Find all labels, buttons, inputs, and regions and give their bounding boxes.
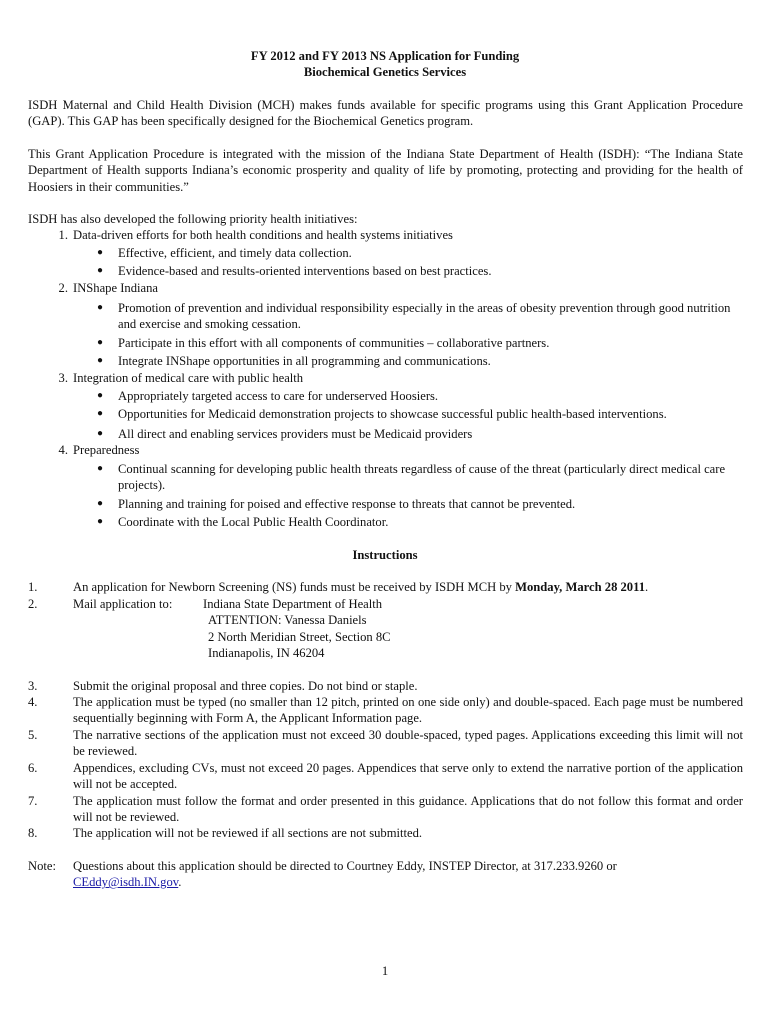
instruction-number: 8.: [28, 826, 38, 840]
bullet-icon: ●: [97, 390, 104, 401]
page-number: 1: [381, 964, 389, 978]
deadline-date: Monday, March 28 2011: [515, 580, 646, 594]
mail-address-line: Indiana State Department of Health: [203, 597, 383, 611]
bullet-icon: ●: [97, 247, 104, 258]
instruction-item: Submit the original proposal and three copies. Do not bind or staple.: [73, 679, 418, 693]
priority-bullet: Integrate INShape opportunities in all programming and communications.: [118, 354, 491, 368]
document-subtitle: Biochemical Genetics Services: [303, 65, 467, 79]
instruction-text: An application for Newborn Screening (NS) funds must be received by ISDH MCH by: [73, 580, 516, 594]
contact-email-link[interactable]: CEddy@isdh.IN.gov: [73, 875, 179, 890]
priority-bullet: All direct and enabling services providers must be Medicaid providers: [118, 427, 473, 441]
priority-number: 3.: [58, 371, 68, 385]
intro-paragraph-2: This Grant Application Procedure is integrated with the mission of the Indiana State Department of Health (ISDH): “The Indiana State Department of Health supports Indiana’s economic prosperity and quality of life by promoting, protecting and providing for the health of Hoosiers in their communities.”: [28, 147, 743, 194]
mail-address-line: Indianapolis, IN 46204: [208, 646, 325, 660]
bullet-icon: ●: [97, 408, 104, 419]
intro-paragraph-1: ISDH Maternal and Child Health Division (MCH) makes funds available for specific programs using this Grant Application Procedure (GAP). This GAP has been specifically designed for the Biochemical Genetics program.: [28, 98, 743, 129]
bullet-icon: ●: [97, 516, 104, 527]
priority-bullet: Appropriately targeted access to care for underserved Hoosiers.: [118, 389, 439, 403]
mail-address-line: ATTENTION: Vanessa Daniels: [208, 613, 367, 627]
priority-number: 1.: [58, 228, 68, 242]
priority-bullet: Coordinate with the Local Public Health Coordinator.: [118, 515, 389, 529]
instruction-number: 7.: [28, 794, 38, 808]
bullet-icon: ●: [97, 265, 104, 276]
bullet-icon: ●: [97, 302, 104, 313]
instructions-heading: Instructions: [352, 548, 418, 562]
instruction-number: 5.: [28, 728, 38, 742]
bullet-icon: ●: [97, 463, 104, 474]
mail-address-line: 2 North Meridian Street, Section 8C: [208, 630, 391, 644]
priority-bullet: Evidence-based and results-oriented interventions based on best practices.: [118, 264, 492, 278]
priority-bullet: Continual scanning for developing public health threats regardless of cause of the threat (particularly direct medical care projects).: [118, 462, 726, 493]
note-text: [73, 858, 743, 891]
instruction-number: 6.: [28, 761, 38, 775]
priority-title: Preparedness: [73, 443, 140, 457]
instruction-item: The application must be typed (no smaller than 12 pitch, printed on one side only) and double-spaced. Each page must be numbered sequentially beginning with Form A, the Applicant Information page.: [73, 695, 743, 726]
instruction-number: 2.: [28, 597, 38, 611]
instruction-item: Appendices, excluding CVs, must not exceed 20 pages. Appendices that serve only to extend the narrative portion of the application will not be accepted.: [73, 761, 743, 792]
instruction-text-end: .: [645, 580, 649, 594]
priority-bullet: Promotion of prevention and individual responsibility especially in the areas of obesity prevention through good nutrition and exercise and smoking cessation.: [118, 301, 731, 332]
bullet-icon: ●: [97, 355, 104, 366]
priority-bullet: Opportunities for Medicaid demonstration projects to showcase successful public health-based interventions.: [118, 407, 667, 421]
priorities-lead: ISDH has also developed the following priority health initiatives:: [28, 212, 358, 226]
priority-bullet: Effective, efficient, and timely data collection.: [118, 246, 352, 260]
instruction-number: 3.: [28, 679, 38, 693]
instruction-item: The narrative sections of the application must not exceed 30 double-spaced, typed pages. Applications exceeding this limit will not be reviewed.: [73, 728, 743, 759]
bullet-icon: ●: [97, 498, 104, 509]
instruction-item: The application will not be reviewed if all sections are not submitted.: [73, 826, 423, 840]
instruction-number: 4.: [28, 695, 38, 709]
instruction-item: [73, 579, 743, 595]
note-trailing: .: [178, 875, 182, 890]
priority-title: Data-driven efforts for both health conditions and health systems initiatives: [73, 228, 453, 242]
instruction-number: 1.: [28, 580, 38, 594]
mail-label: Mail application to:: [73, 597, 173, 611]
priority-number: 2.: [58, 281, 68, 295]
document-title: FY 2012 and FY 2013 NS Application for Funding: [250, 49, 520, 63]
priority-title: INShape Indiana: [73, 281, 158, 295]
note-body: Questions about this application should be directed to Courtney Eddy, INSTEP Director, at 317.233.9260 or: [73, 859, 617, 873]
note-label: Note:: [28, 859, 56, 873]
bullet-icon: ●: [97, 428, 104, 439]
priority-title: Integration of medical care with public health: [73, 371, 304, 385]
priority-number: 4.: [58, 443, 68, 457]
priority-bullet: Participate in this effort with all components of communities – collaborative partners.: [118, 336, 550, 350]
bullet-icon: ●: [97, 337, 104, 348]
priority-bullet: Planning and training for poised and effective response to threats that cannot be prevented.: [118, 497, 576, 511]
instruction-item: The application must follow the format and order presented in this guidance. Applications that do not follow this format and order will not be reviewed.: [73, 794, 743, 825]
